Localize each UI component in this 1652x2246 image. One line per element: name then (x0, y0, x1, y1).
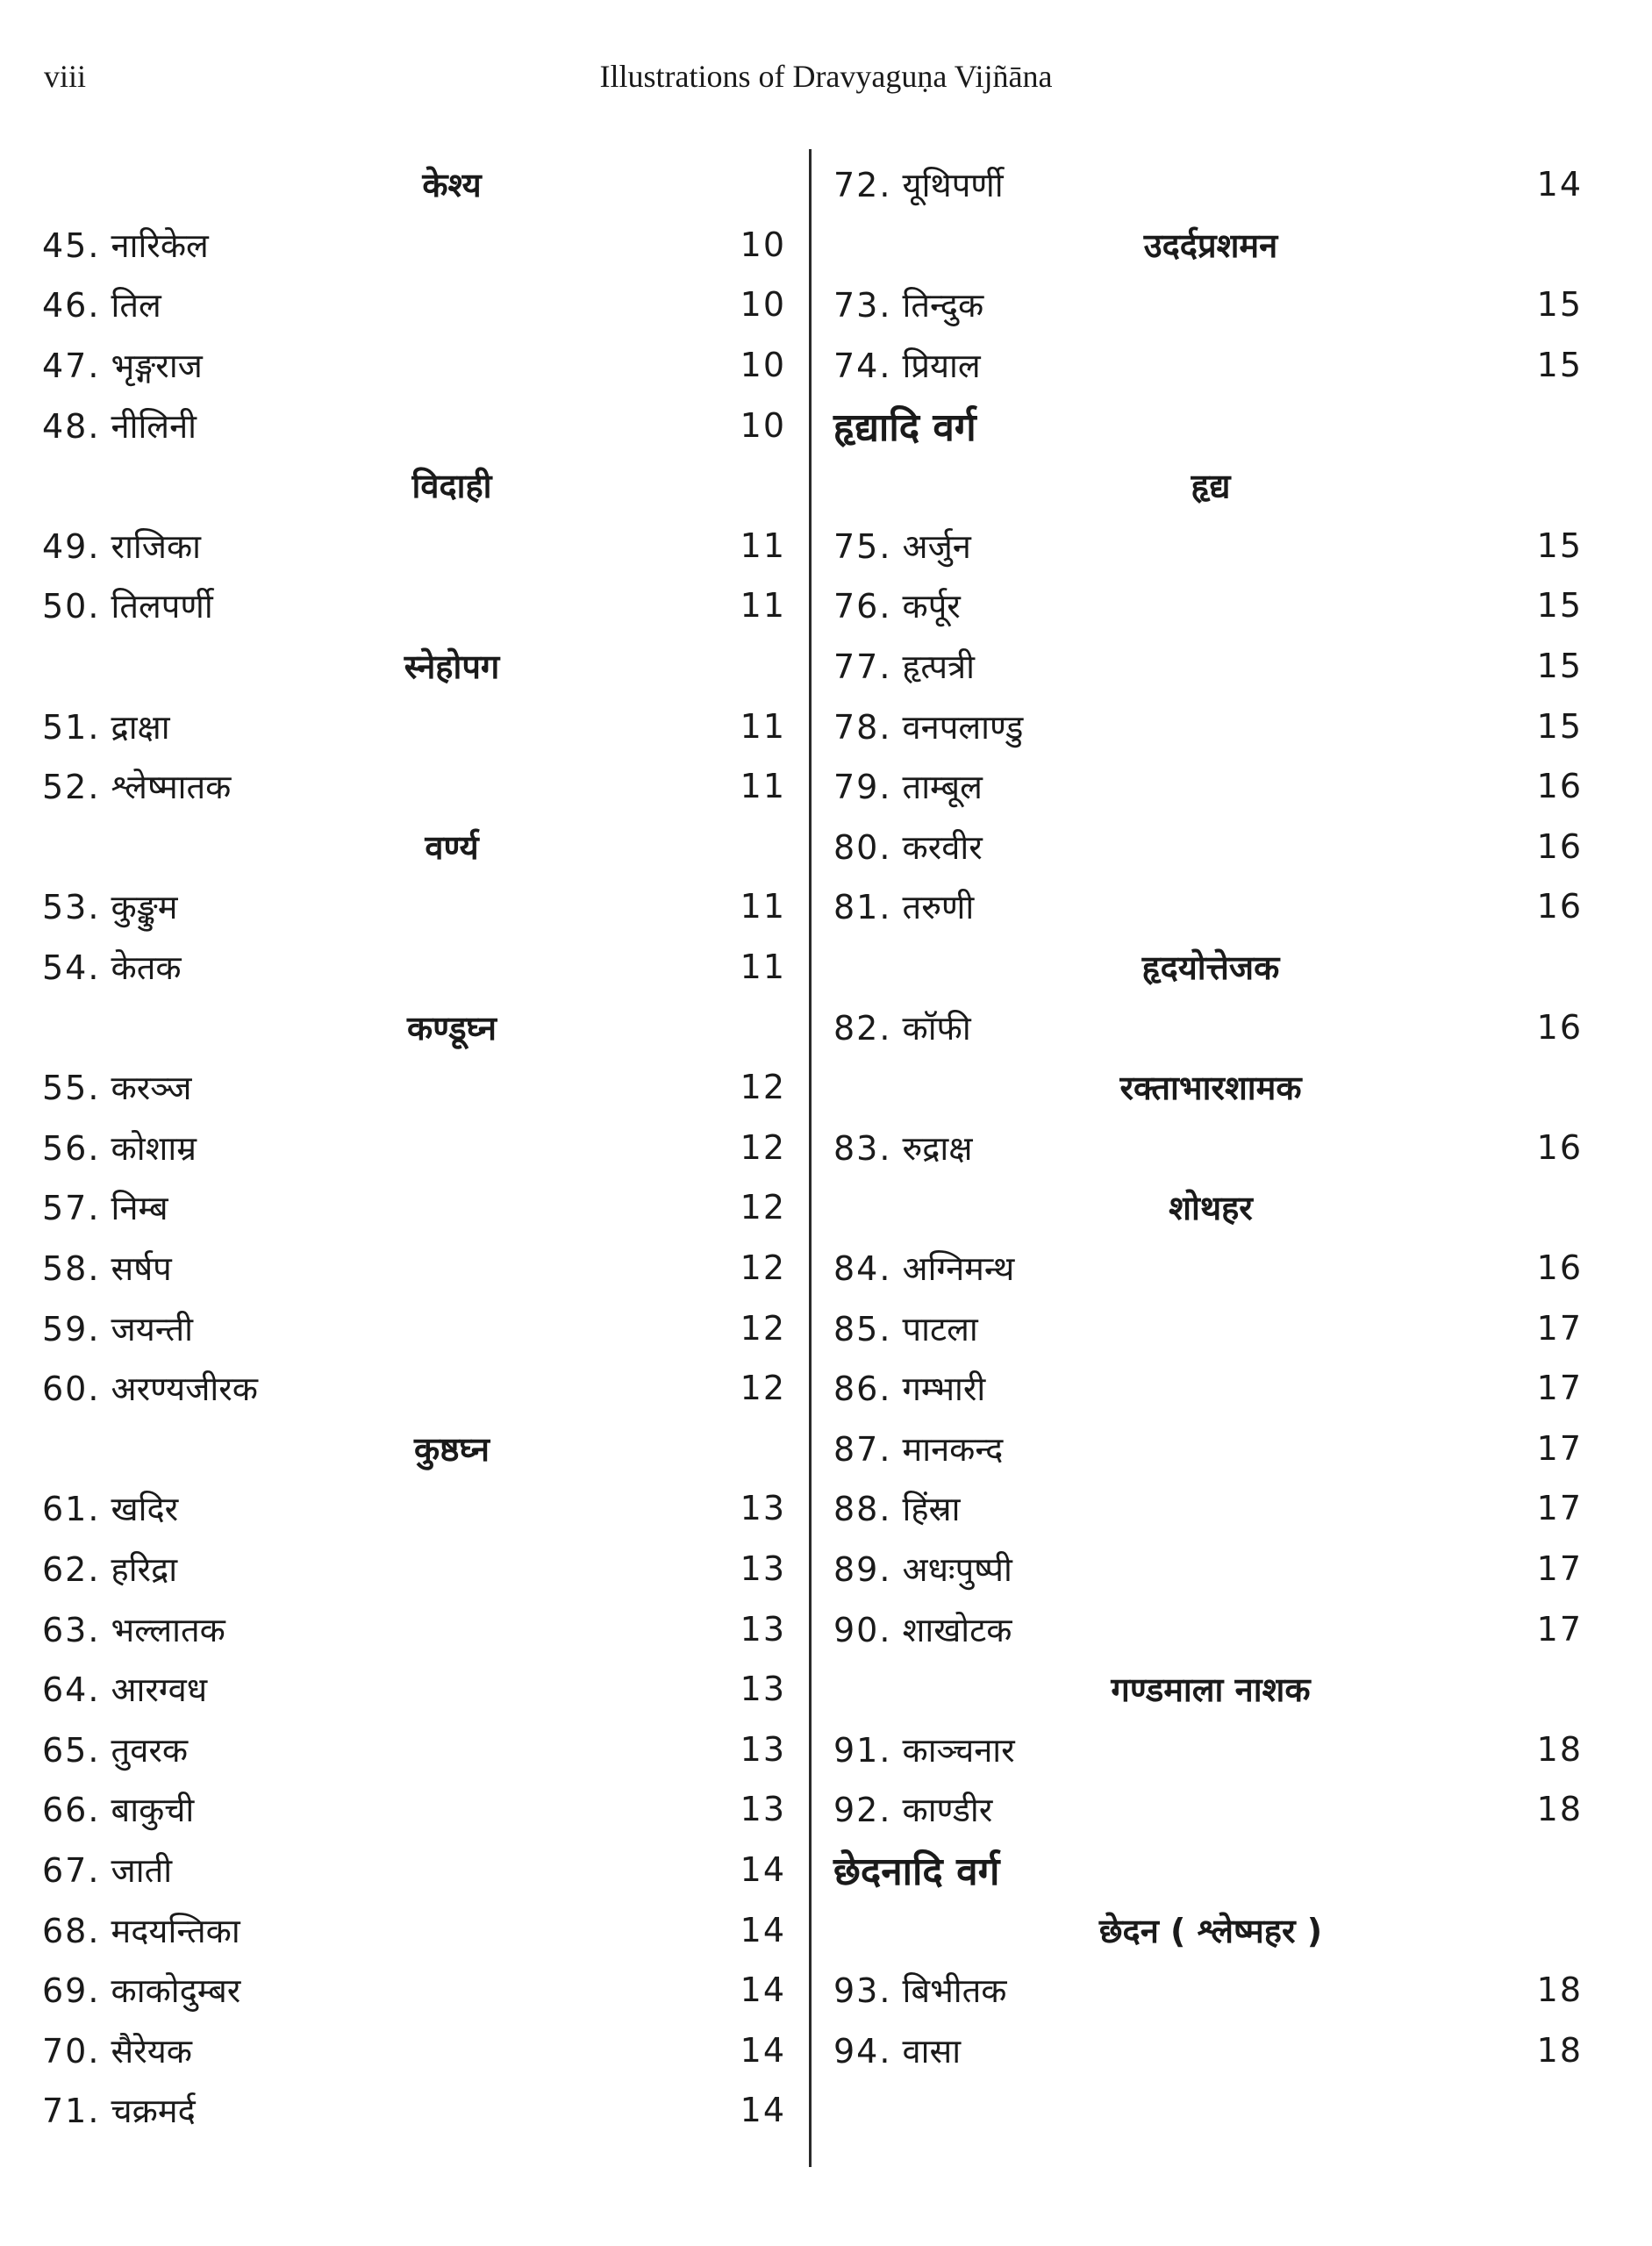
entry-title: निम्ब (111, 1189, 168, 1228)
entry-title: वनपलाण्डु (902, 707, 1024, 747)
entry-title: गम्भारी (902, 1370, 986, 1409)
entry-page-number: 15 (1536, 706, 1583, 746)
entry-title: रुद्राक्ष (902, 1128, 973, 1168)
toc-entry (833, 516, 1588, 576)
entry-page-number: 18 (1536, 1790, 1583, 1829)
group-subheading (833, 1899, 1588, 1960)
toc-entry (42, 1719, 791, 1779)
entry-page-number: 13 (740, 1790, 786, 1829)
heading-text: हृद्यादि वर्ग (833, 404, 976, 450)
entry-title: खदिर (111, 1490, 179, 1529)
entry-title: चक्रमर्द (111, 2092, 196, 2131)
group-heading (42, 636, 791, 697)
entry-title: सैरेयक (111, 2031, 192, 2071)
entry-title: बाकुची (111, 1791, 195, 1830)
entry-page-number: 15 (1536, 285, 1583, 325)
heading-text: कण्डूघ्न (407, 1008, 497, 1048)
toc-entry (42, 876, 791, 937)
entry-title: तरुणी (902, 888, 975, 927)
running-head-title: Illustrations of Dravyaguṇa Vijñāna (599, 59, 1053, 94)
entry-number: 86. (833, 1370, 892, 1409)
entry-title: अरण्यजीरक (111, 1370, 258, 1409)
toc-entry (42, 1177, 791, 1238)
toc-entry (42, 937, 791, 998)
entry-page-number: 15 (1536, 586, 1583, 626)
toc-entry (42, 1840, 791, 1900)
toc-entry (833, 876, 1588, 937)
entry-number: 65. (42, 1730, 101, 1770)
entry-title: प्रियाल (902, 347, 981, 386)
entry-page-number: 16 (1536, 1248, 1583, 1287)
entry-title: हिंस्रा (902, 1490, 961, 1529)
entry-page-number: 15 (1536, 346, 1583, 385)
entry-number: 83. (833, 1128, 892, 1168)
entry-page-number: 13 (740, 1729, 786, 1769)
toc-entry (42, 756, 791, 817)
entry-page-number: 12 (740, 1188, 786, 1227)
entry-page-number: 18 (1536, 2030, 1583, 2070)
entry-title: केतक (111, 948, 182, 988)
entry-title: कर्पूर (902, 587, 961, 626)
entry-page-number: 16 (1536, 1127, 1583, 1167)
entry-number: 75. (833, 526, 892, 566)
toc-entry (833, 1539, 1588, 1599)
entry-title: मदयन्तिका (111, 1911, 240, 1950)
entry-page-number: 16 (1536, 767, 1583, 806)
entry-page-number: 17 (1536, 1489, 1583, 1528)
heading-text: रक्ताभारशामक (1119, 1069, 1302, 1108)
group-heading (833, 1659, 1588, 1720)
group-heading (833, 215, 1588, 275)
entry-title: श्लेष्मातक (111, 768, 232, 807)
entry-title: तिल (111, 286, 161, 325)
entry-page-number: 11 (740, 586, 786, 626)
entry-page-number: 13 (740, 1489, 786, 1528)
toc-entry (833, 576, 1588, 636)
entry-title: द्राक्षा (111, 707, 170, 747)
toc-entry (833, 275, 1588, 335)
entry-number: 71. (42, 2092, 101, 2131)
entry-number: 82. (833, 1008, 892, 1048)
entry-title: नारिकेल (111, 225, 209, 265)
entry-number: 79. (833, 768, 892, 807)
toc-entry (42, 1238, 791, 1298)
entry-title: जाती (111, 1850, 173, 1890)
section-heading (833, 1840, 1588, 1900)
entry-page-number: 15 (1536, 526, 1583, 565)
toc-entry (42, 2080, 791, 2141)
toc-entry (42, 1599, 791, 1659)
entry-title: सर्षप (111, 1248, 172, 1288)
entry-title: अधःपुष्पी (902, 1549, 1012, 1589)
heading-text: हृदयोत्तेजक (1141, 948, 1280, 988)
entry-page-number: 14 (740, 1849, 786, 1889)
entry-page-number: 13 (740, 1549, 786, 1588)
entry-title: अर्जुन (902, 526, 971, 566)
heading-text: स्नेहोपग (404, 647, 500, 687)
entry-number: 47. (42, 347, 101, 386)
entry-number: 88. (833, 1490, 892, 1529)
toc-entry (833, 997, 1588, 1057)
entry-number: 89. (833, 1549, 892, 1589)
right-column (833, 154, 1588, 2080)
toc-entry (833, 696, 1588, 756)
toc-entry (833, 2020, 1588, 2080)
toc-entry (833, 1118, 1588, 1178)
entry-page-number: 10 (740, 225, 786, 264)
toc-entry (833, 1960, 1588, 2021)
entry-page-number: 11 (740, 526, 786, 565)
entry-number: 49. (42, 526, 101, 566)
entry-number: 62. (42, 1549, 101, 1589)
entry-page-number: 12 (740, 1369, 786, 1408)
toc-entry (833, 1358, 1588, 1419)
entry-page-number: 10 (740, 346, 786, 385)
heading-text: वर्ण्य (425, 827, 479, 867)
entry-title: अग्निमन्थ (902, 1248, 1015, 1288)
entry-page-number: 11 (740, 948, 786, 987)
toc-entry (42, 1298, 791, 1358)
entry-page-number: 16 (1536, 1007, 1583, 1047)
entry-title: ताम्बूल (902, 768, 983, 807)
toc-entry (42, 275, 791, 335)
entry-title: काण्डीर (902, 1791, 993, 1830)
entry-page-number: 14 (740, 2091, 786, 2130)
entry-page-number: 11 (740, 706, 786, 746)
entry-page-number: 17 (1536, 1308, 1583, 1348)
toc-entry (833, 1779, 1588, 1840)
entry-number: 76. (833, 587, 892, 626)
entry-title: भृङ्गराज (111, 347, 203, 386)
entry-number: 50. (42, 587, 101, 626)
entry-page-number: 14 (740, 1971, 786, 2010)
heading-text: हृद्य (1191, 467, 1231, 506)
entry-title: शाखोटक (902, 1610, 1012, 1649)
entry-number: 84. (833, 1248, 892, 1288)
toc-entry (42, 1960, 791, 2021)
toc-entry (833, 1599, 1588, 1659)
toc-entry (42, 1478, 791, 1539)
group-heading (833, 937, 1588, 998)
entry-title: कोशाम्र (111, 1128, 197, 1168)
entry-title: आरग्वध (111, 1670, 208, 1710)
entry-page-number: 15 (1536, 647, 1583, 686)
entry-title: हृत्पत्री (902, 647, 975, 687)
entry-page-number: 17 (1536, 1369, 1583, 1408)
toc-entry (833, 756, 1588, 817)
entry-number: 87. (833, 1429, 892, 1469)
entry-page-number: 10 (740, 405, 786, 445)
toc-entry (42, 1118, 791, 1178)
left-column (42, 154, 791, 2141)
heading-text: विदाही (411, 467, 492, 506)
entry-number: 93. (833, 1971, 892, 2011)
column-divider (809, 149, 812, 2167)
group-heading (42, 1418, 791, 1478)
entry-number: 92. (833, 1791, 892, 1830)
toc-entry (42, 1358, 791, 1419)
entry-title: काञ्चनार (902, 1730, 1015, 1770)
toc-entry (42, 1899, 791, 1960)
entry-number: 58. (42, 1248, 101, 1288)
page-number: viii (44, 59, 87, 94)
group-heading (42, 154, 791, 215)
entry-title: जयन्ती (111, 1309, 193, 1348)
entry-title: मानकन्द (902, 1429, 1004, 1469)
entry-page-number: 12 (740, 1248, 786, 1287)
toc-entry (42, 395, 791, 455)
entry-number: 64. (42, 1670, 101, 1710)
entry-page-number: 12 (740, 1127, 786, 1167)
entry-number: 60. (42, 1370, 101, 1409)
toc-entry (42, 696, 791, 756)
entry-number: 46. (42, 286, 101, 325)
entry-page-number: 17 (1536, 1549, 1583, 1588)
entry-page-number: 18 (1536, 1971, 1583, 2010)
entry-number: 68. (42, 1911, 101, 1950)
group-heading (833, 1177, 1588, 1238)
entry-number: 53. (42, 888, 101, 927)
entry-number: 94. (833, 2031, 892, 2071)
entry-number: 77. (833, 647, 892, 687)
entry-number: 51. (42, 707, 101, 747)
entry-number: 85. (833, 1309, 892, 1348)
entry-number: 67. (42, 1850, 101, 1890)
entry-title: तिन्दुक (902, 286, 984, 325)
toc-entry (42, 1779, 791, 1840)
heading-text: छेदनादि वर्ग (833, 1849, 1000, 1894)
entry-number: 52. (42, 768, 101, 807)
entry-page-number: 11 (740, 767, 786, 806)
heading-text: उदर्दप्रशमन (1143, 225, 1278, 265)
entry-page-number: 16 (1536, 887, 1583, 926)
entry-page-number: 16 (1536, 826, 1583, 866)
toc-entry (42, 215, 791, 275)
entry-title: नीलिनी (111, 406, 197, 446)
heading-text: केश्य (422, 166, 482, 205)
entry-title: कुङ्कुम (111, 888, 178, 927)
entry-number: 45. (42, 225, 101, 265)
toc-entry (833, 1418, 1588, 1478)
toc-entry (42, 516, 791, 576)
entry-page-number: 14 (740, 2030, 786, 2070)
entry-number: 72. (833, 166, 892, 205)
entry-number: 54. (42, 948, 101, 988)
entry-number: 61. (42, 1490, 101, 1529)
heading-text: छेदन ( श्लेष्महर ) (1098, 1911, 1323, 1950)
entry-number: 78. (833, 707, 892, 747)
heading-text: शोथहर (1169, 1189, 1253, 1228)
toc-entry (833, 636, 1588, 697)
entry-number: 48. (42, 406, 101, 446)
entry-number: 63. (42, 1610, 101, 1649)
entry-title: वासा (902, 2031, 962, 2071)
entry-number: 69. (42, 1971, 101, 2011)
entry-number: 57. (42, 1189, 101, 1228)
toc-entry (42, 2020, 791, 2080)
entry-page-number: 14 (740, 1910, 786, 1949)
entry-page-number: 11 (740, 887, 786, 926)
entry-number: 55. (42, 1069, 101, 1108)
entry-title: काकोदुम्बर (111, 1971, 241, 2011)
entry-title: राजिका (111, 526, 201, 566)
entry-title: भल्लातक (111, 1610, 225, 1649)
entry-number: 74. (833, 347, 892, 386)
toc-entry (42, 335, 791, 396)
toc-entry (42, 1539, 791, 1599)
group-heading (833, 1057, 1588, 1118)
heading-text: कुष्ठघ्न (414, 1429, 490, 1469)
toc-entry (42, 1057, 791, 1118)
entry-title: कॉफी (902, 1008, 971, 1048)
entry-number: 70. (42, 2031, 101, 2071)
section-heading (833, 395, 1588, 455)
entry-number: 73. (833, 286, 892, 325)
entry-title: करञ्ज (111, 1069, 192, 1108)
entry-page-number: 14 (1536, 165, 1583, 204)
entry-number: 59. (42, 1309, 101, 1348)
entry-title: तुवरक (111, 1730, 189, 1770)
entry-number: 80. (833, 827, 892, 867)
heading-text: गण्डमाला नाशक (1111, 1670, 1311, 1710)
entry-page-number: 12 (740, 1308, 786, 1348)
entry-page-number: 12 (740, 1068, 786, 1107)
toc-entry (42, 576, 791, 636)
entry-title: बिभीतक (902, 1971, 1007, 2011)
entry-number: 81. (833, 888, 892, 927)
group-subheading (833, 455, 1588, 516)
entry-number: 90. (833, 1610, 892, 1649)
group-heading (42, 817, 791, 877)
entry-title: हरिद्रा (111, 1549, 178, 1589)
entry-title: तिलपर्णी (111, 587, 213, 626)
entry-number: 56. (42, 1128, 101, 1168)
entry-page-number: 10 (740, 285, 786, 325)
entry-title: पाटला (902, 1309, 978, 1348)
entry-number: 91. (833, 1730, 892, 1770)
toc-entry (833, 817, 1588, 877)
toc-entry (833, 335, 1588, 396)
entry-page-number: 13 (740, 1609, 786, 1649)
entry-title: करवीर (902, 827, 983, 867)
toc-entry (833, 154, 1588, 215)
entry-number: 66. (42, 1791, 101, 1830)
group-heading (42, 455, 791, 516)
entry-page-number: 18 (1536, 1729, 1583, 1769)
entry-page-number: 17 (1536, 1428, 1583, 1468)
toc-entry (833, 1298, 1588, 1358)
toc-entry (833, 1238, 1588, 1298)
toc-entry (42, 1659, 791, 1720)
group-heading (42, 997, 791, 1057)
entry-page-number: 17 (1536, 1609, 1583, 1649)
entry-page-number: 13 (740, 1670, 786, 1709)
entry-title: यूथिपर्णी (902, 166, 1004, 205)
toc-entry (833, 1719, 1588, 1779)
toc-entry (833, 1478, 1588, 1539)
